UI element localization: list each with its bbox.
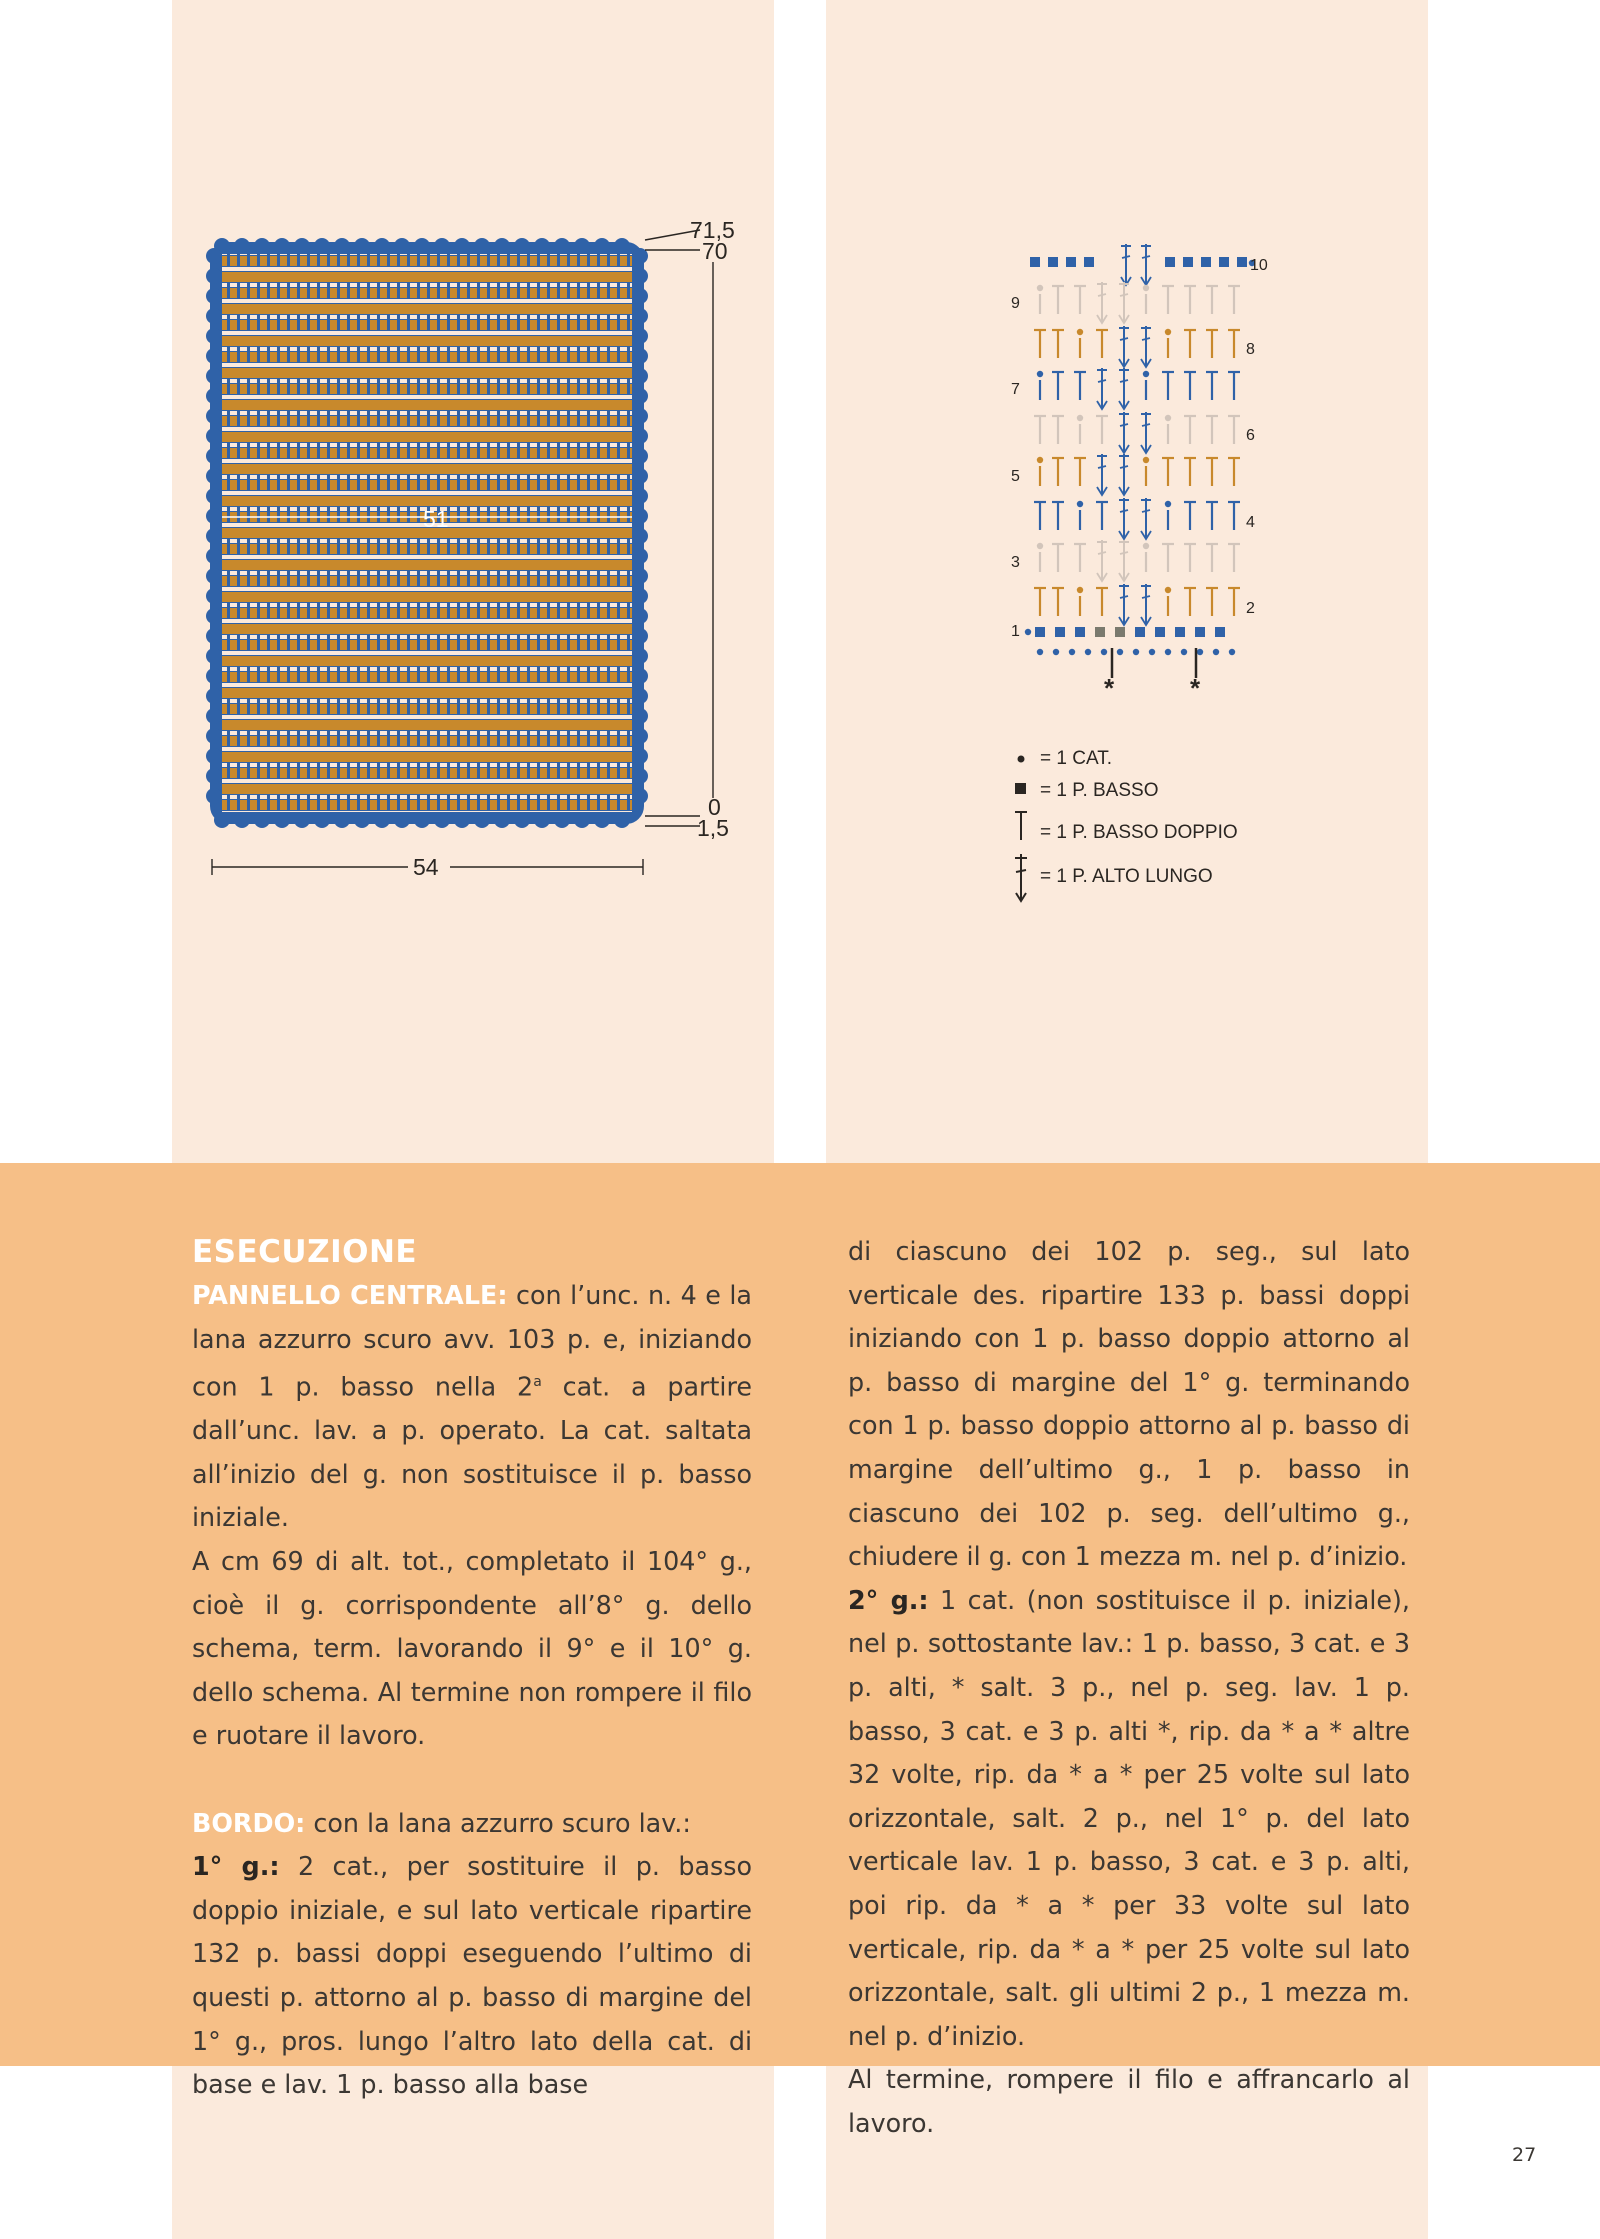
repeat-mark-right: *: [1190, 673, 1201, 703]
legend-dot-text: = 1 CAT.: [1040, 748, 1112, 769]
panel-schematic: [206, 238, 648, 828]
row-label-6: 6: [1246, 427, 1255, 444]
dim-top-inner-label: 70: [702, 238, 728, 264]
row-label-9: 9: [1011, 295, 1020, 312]
legend-tee-text: = 1 P. BASSO DOPPIO: [1040, 822, 1238, 843]
row1-paragraph: [192, 1845, 752, 2107]
row-label-5: 5: [1011, 468, 1020, 485]
row-label-8: 8: [1246, 341, 1255, 358]
dim-width-label: 54: [413, 854, 439, 880]
dim-bottom-outer-label: 1,5: [697, 815, 729, 841]
repeat-mark-left: *: [1104, 673, 1115, 703]
row-label-7: 7: [1011, 381, 1020, 398]
long-stitch-icon: [1015, 854, 1027, 901]
row-label-1: 1: [1011, 623, 1020, 640]
bordo-paragraph: [192, 1802, 752, 1846]
row-label-2: 2: [1246, 600, 1255, 617]
panel-superscript: a: [533, 1374, 542, 1391]
page-number: 27: [1512, 2144, 1537, 2166]
row-label-4: 4: [1246, 514, 1255, 531]
bordo-label: BORDO:: [192, 1807, 306, 1838]
dot-icon: [1018, 756, 1025, 763]
panel-text-1: con l’unc. n. 4 e la lana azzurro scuro avv. 103 p. e, iniziando con 1 p. basso nella 2: [192, 1280, 752, 1402]
panel-text-1-rest: cat. a partire dall’unc. lav. a p. operato. La cat. saltata all’inizio del g. non sostituisce il p. basso iniziale.: [192, 1371, 752, 1533]
square-icon: [1015, 783, 1026, 794]
bordo-text: con la lana azzurro scuro lav.:: [305, 1807, 691, 1838]
legend-square-text: = 1 P. BASSO: [1040, 780, 1159, 801]
closing-paragraph: Al termine, rompere il filo e affrancarlo al lavoro.: [848, 2064, 1410, 2138]
dim-middle-label: 51: [423, 506, 449, 532]
row-label-3: 3: [1011, 554, 1020, 571]
row2-text: 1 cat. (non sostituisce il p. iniziale), nel p. sottostante lav.: 1 p. basso, 3 cat. e 3 p. alti, * salt. 3 p., nel p. seg. lav. 1 p. basso, 3 cat. e 3 p. alti *, rip. da * a * altre 32 volte, rip. da * a * per 25 volte sul lato orizzontale, salt. 2 p., nel 1° p. del lato verticale lav. 1 p. basso, 3 cat. e 3 p. alti, poi rip. da * a * per 33 volte sul lato verticale, rip. da * a * per 25 volte sul lato orizzontale, salt. gli ultimi 2 p., 1 mezza m. nel p. d’inizio.: [848, 1584, 1410, 2051]
section-title: ESECUZIONE: [192, 1234, 418, 1270]
panel-paragraph-2: A cm 69 di alt. tot., completato il 104° g., cioè il g. corrispondente all’8° g. dello schema, term. lavorando il 9° e il 10° g. dello schema. Al termine non rompere il filo e ruotare il lavoro.: [192, 1546, 752, 1751]
panel-paragraph-1: [192, 1274, 752, 1540]
row-label-10: 10: [1250, 257, 1268, 274]
row1-text-part1: 2 cat., per sostituire il p. basso doppio iniziale, e sul lato verticale ripartire 132 p. bassi doppi eseguendo l’ultimo di questi p. attorno al p. basso di margine del 1° g., pros. lungo l’altro lato della cat. di base e lav. 1 p. basso alla base: [192, 1851, 752, 2100]
row2-label: 2° g.:: [848, 1584, 929, 1615]
row1-label: 1° g.:: [192, 1851, 280, 1882]
dim-bottom-inner-label: 0: [708, 794, 721, 820]
panel-label: PANNELLO CENTRALE:: [192, 1280, 508, 1310]
tee-icon: [1015, 812, 1027, 840]
chart-legend: [1015, 748, 1238, 901]
instructions-column-left: [192, 1230, 752, 2107]
row1-continuation: di ciascuno dei 102 p. seg., sul lato verticale des. ripartire 133 p. bassi doppi iniziando con 1 p. basso doppio attorno al p. basso di margine del 1° g. terminando con 1 p. basso doppio attorno al p. basso di margine dell’ultimo g., 1 p. basso in ciascuno dei 102 p. seg. dell’ultimo g., chiudere il g. con 1 mezza m. nel p. d’inizio.: [848, 1236, 1410, 1572]
instructions-column-right: [848, 1230, 1410, 2145]
legend-long-text: = 1 P. ALTO LUNGO: [1040, 866, 1213, 887]
row2-paragraph: [848, 1579, 1410, 2059]
dim-top-outer-label: 71,5: [690, 217, 735, 243]
panel-weave: [222, 254, 632, 812]
stitch-chart: [1025, 244, 1255, 678]
